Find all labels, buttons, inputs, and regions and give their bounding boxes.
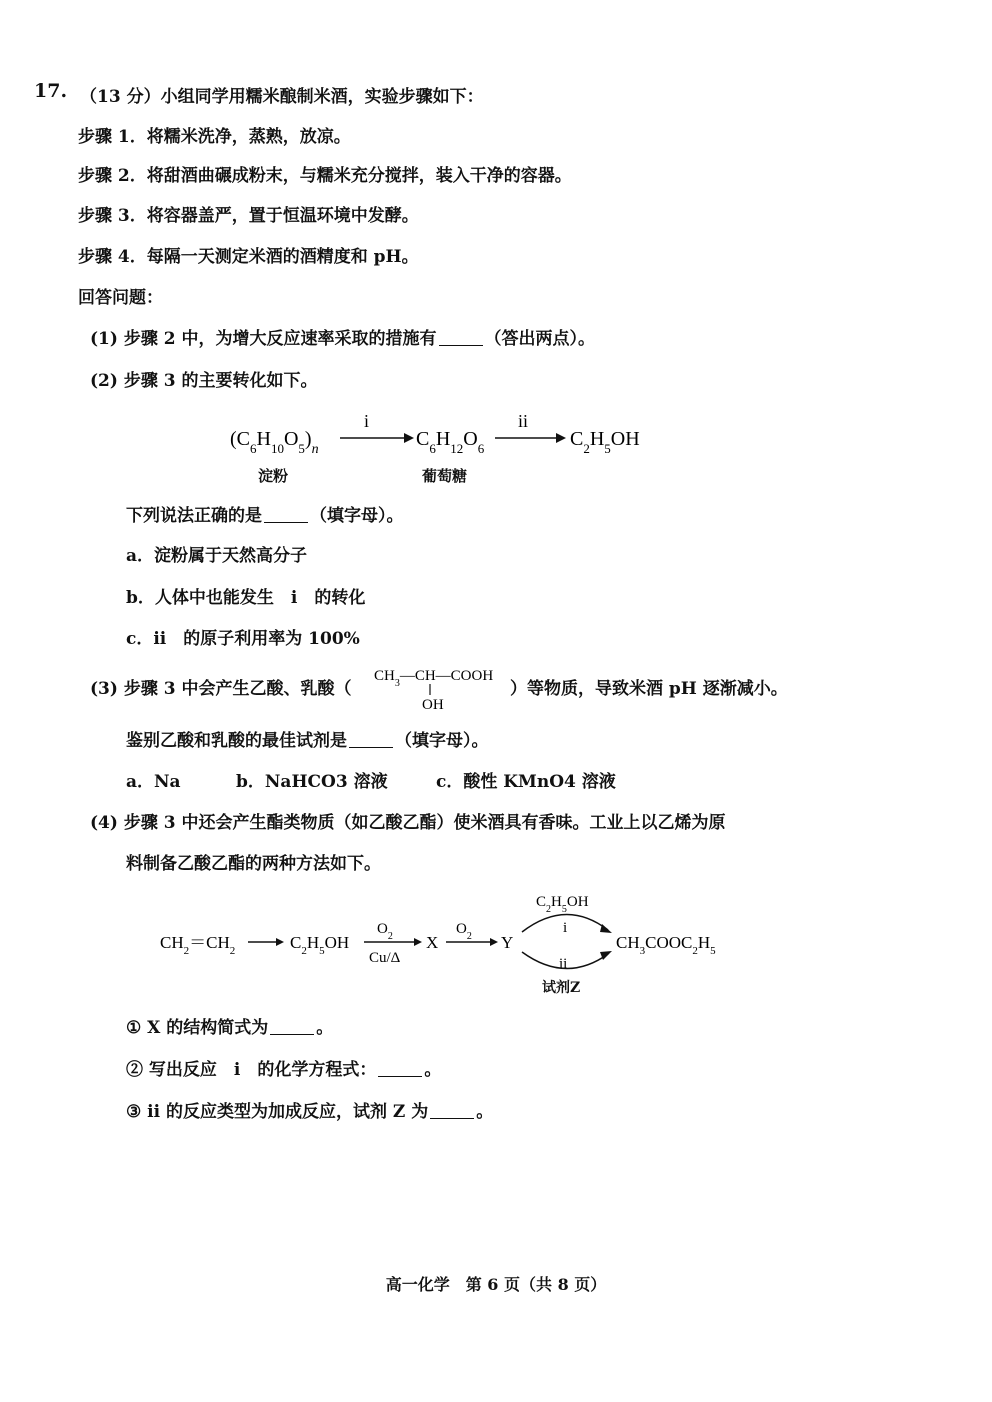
route-i-arrow-head	[600, 924, 612, 933]
answer-prompt: 回答问题：	[78, 288, 163, 308]
part4-sub1	[126, 1017, 333, 1039]
arrow-ii-head	[556, 433, 566, 443]
arrow-i-label: i	[364, 411, 370, 431]
y-compound: Y	[501, 933, 514, 952]
part2-prompt-prefix: 下列说法正确的是	[126, 506, 262, 526]
part4-line1: (4) 步骤 3 中还会产生酯类物质（如乙酸乙酯）使米酒具有香味。工业上以乙烯为原	[90, 813, 726, 833]
part3-option-c: c．酸性 KMnO4 溶液	[436, 772, 616, 792]
part2-prompt	[126, 505, 404, 527]
lactic-acid-structure	[372, 662, 522, 714]
sub2-prefix: ② 写出反应 i 的化学方程式：	[126, 1060, 377, 1080]
answer-blank[interactable]	[430, 1102, 474, 1119]
x-compound: X	[426, 933, 439, 952]
route-ii-label: ii	[559, 956, 568, 972]
part2-option-b: b．人体中也能发生 i 的转化	[126, 588, 366, 608]
part2-title: (2) 步骤 3 的主要转化如下。	[90, 371, 318, 391]
part1-question	[90, 328, 595, 350]
answer-blank[interactable]	[270, 1018, 314, 1035]
sub1-prefix: ① X 的结构简式为	[126, 1018, 269, 1038]
arrow-to-x-head	[414, 938, 422, 946]
part4-line2: 料制备乙酸乙酯的两种方法如下。	[126, 854, 381, 874]
part3-option-a: a．Na	[126, 772, 181, 792]
o2-label-b: $O_2$	[456, 921, 472, 942]
sub3-prefix: ③ ii 的反应类型为加成反应，试剂 Z 为	[126, 1102, 429, 1122]
starch-formula: $(C_6H_{10}O_5)_n$	[230, 428, 319, 457]
ethanol-formula: $C_2H_5OH$	[570, 428, 640, 456]
part3-option-b: b．NaHCO3 溶液	[236, 772, 388, 792]
step-1: 步骤 1．将糯米洗净，蒸熟，放凉。	[78, 127, 351, 147]
starch-conversion-scheme	[0, 400, 992, 500]
step-3: 步骤 3．将容器盖严，置于恒温环境中发酵。	[78, 206, 419, 226]
question-header: （13 分）小组同学用糯米酿制米酒，实验步骤如下：	[80, 87, 484, 107]
step-2: 步骤 2．将甜酒曲碾成粉末，与糯米充分搅拌，装入干净的容器。	[78, 166, 572, 186]
lactic-acid-chain: $CH_3—CH—COOH$	[374, 668, 494, 689]
ethene-formula: $CH_2=CH_2$	[160, 933, 236, 957]
ethyl-acetate-formula: $CH_3COOC_2H_5$	[616, 933, 716, 957]
question-number: 17.	[34, 80, 68, 102]
arrow-ii-label: ii	[518, 411, 529, 431]
ethanol-formula-2: $C_2H_5OH$	[290, 933, 350, 957]
glucose-formula: $C_6H_{12}O_6$	[416, 428, 485, 456]
part3-prompt-suffix: （填字母）。	[395, 731, 489, 751]
glucose-label: 葡萄糖	[422, 467, 468, 485]
cu-condition: Cu/Δ	[369, 950, 401, 966]
answer-blank[interactable]	[378, 1060, 422, 1077]
reagent-z-label: 试剂Z	[542, 980, 581, 996]
part4-sub3	[126, 1101, 493, 1123]
sub3-suffix: 。	[476, 1102, 494, 1122]
starch-label: 淀粉	[258, 467, 289, 485]
part3-prefix: (3) 步骤 3 中会产生乙酸、乳酸（	[90, 679, 352, 699]
ester-synthesis-scheme	[0, 880, 992, 1000]
arrow-to-y-head	[490, 938, 498, 946]
part1-prefix: (1) 步骤 2 中，为增大反应速率采取的措施有	[90, 329, 437, 349]
lactic-acid-oh: OH	[422, 697, 444, 713]
top-reagent: $C_2H_5OH$	[536, 894, 589, 915]
step-4: 步骤 4．每隔一天测定米酒的酒精度和 pH。	[78, 247, 419, 267]
arrow-to-ethanol-head	[276, 938, 284, 946]
route-i-label: i	[563, 920, 568, 936]
part3-prompt-prefix: 鉴别乙酸和乳酸的最佳试剂是	[126, 731, 347, 751]
o2-label-a: $O_2$	[377, 921, 393, 942]
answer-blank[interactable]	[349, 731, 393, 748]
answer-blank[interactable]	[439, 329, 483, 346]
part4-sub2	[126, 1059, 441, 1081]
answer-blank[interactable]	[264, 506, 308, 523]
sub1-suffix: 。	[316, 1018, 334, 1038]
part2-option-c: c．ii 的原子利用率为 100%	[126, 629, 360, 649]
part3-prompt	[126, 730, 489, 752]
part2-option-a: a．淀粉属于天然高分子	[126, 546, 308, 566]
part3-suffix: ）等物质，导致米酒 pH 逐渐减小。	[510, 679, 788, 699]
part2-prompt-suffix: （填字母）。	[310, 506, 404, 526]
part1-suffix: （答出两点）。	[484, 329, 595, 349]
sub2-suffix: 。	[424, 1060, 442, 1080]
arrow-i-head	[404, 433, 414, 443]
page-footer: 高一化学 第 6 页（共 8 页）	[385, 1275, 607, 1294]
